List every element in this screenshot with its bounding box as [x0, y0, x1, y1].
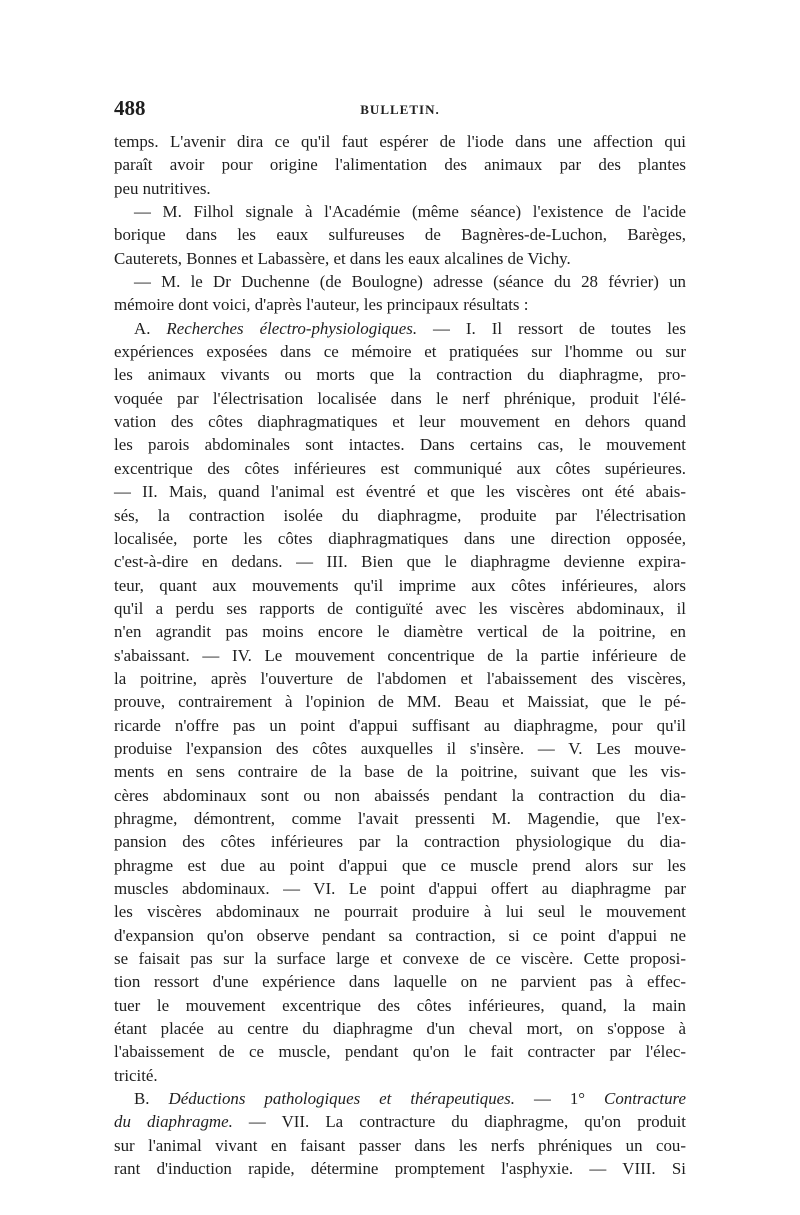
text-line: prouve, contrairement à l'opinion de MM. Beau et Maissiat, que le pé-	[114, 692, 686, 712]
text-line: cères abdominaux sont ou non abaissés pendant la contraction du dia-	[114, 785, 686, 805]
text-line: teur, quant aux mouvements qu'il imprime aux côtes inférieures, alors	[114, 575, 686, 595]
text-line: les parois abdominales sont intactes. Dans certains cas, le mouvement	[114, 435, 686, 455]
page-number: 488	[114, 96, 146, 120]
text-line: qu'il a perdu ses rapports de contiguïté avec les viscères abdominaux, il	[114, 598, 686, 618]
text-line: tuer le mouvement excentrique des côtes inférieures, quand, la main	[114, 995, 686, 1015]
text-line: excentrique des côtes inférieures est communiqué aux côtes supérieures.	[114, 458, 686, 478]
text-line: étant placée au centre du diaphragme d'un cheval mort, on s'oppose à	[114, 1019, 686, 1039]
text-line: s'abaissant. — IV. Le mouvement concentrique de la partie inférieure de	[114, 645, 686, 665]
text-line: du diaphragme. — VII. La contracture du diaphragme, qu'on produit	[114, 1112, 686, 1132]
text-line: d'expansion qu'on observe pendant sa contraction, si ce point d'appui ne	[114, 925, 686, 945]
text-line: se faisait pas sur la surface large et convexe de ce viscère. Cette proposi-	[114, 949, 686, 969]
text-line: les animaux vivants ou morts que la contraction du diaphragme, pro-	[114, 365, 686, 385]
text-line: ments en sens contraire de la base de la poitrine, suivant que les vis-	[114, 762, 686, 782]
text-line: mémoire dont voici, d'après l'auteur, les principaux résultats :	[114, 295, 529, 315]
text-line: localisée, porte les côtes diaphragmatiques dans une direction opposée,	[114, 528, 686, 548]
text-line: la poitrine, après l'ouverture de l'abdomen et l'abaissement des viscères,	[114, 668, 686, 688]
text-line: — M. Filhol signale à l'Académie (même séance) l'existence de l'acide	[134, 202, 686, 222]
text-line: peu nutritives.	[114, 178, 211, 198]
text-line: B. Déductions pathologiques et thérapeutiques. — 1° Contracture	[134, 1089, 686, 1109]
text-line: c'est-à-dire en dedans. — III. Bien que le diaphragme devienne expira-	[114, 552, 686, 572]
text-line: phragme, démontrent, comme l'avait pressenti M. Magendie, que l'ex-	[114, 808, 686, 828]
text-line: muscles abdominaux. — VI. Le point d'appui offert au diaphragme par	[114, 879, 686, 898]
text-line: voquée par l'électrisation localisée dans le nerf phrénique, produit l'élé-	[114, 388, 686, 408]
text-line: expériences exposées dans ce mémoire et pratiquées sur l'homme ou sur	[114, 342, 686, 362]
text-line: produise l'expansion des côtes auxquelles il s'insère. — V. Les mouve-	[114, 738, 686, 758]
page-header	[114, 96, 686, 130]
text-line: paraît avoir pour origine l'alimentation des animaux par des plantes	[114, 155, 686, 175]
text-line: tricité.	[114, 1065, 158, 1085]
text-line: vation des côtes diaphragmatiques et leur mouvement en dehors quand	[114, 412, 686, 432]
text-line: pansion des côtes inférieures par la contraction physiologique du dia-	[114, 832, 686, 852]
text-line: temps. L'avenir dira ce qu'il faut espérer de l'iode dans une affection qui	[114, 132, 686, 151]
book-page	[114, 96, 686, 1180]
text-line: borique dans les eaux sulfureuses de Bagnères-de-Luchon, Barèges,	[114, 225, 686, 245]
text-line: n'en agrandit pas moins encore le diamètre vertical de la poitrine, en	[114, 622, 686, 642]
text-line: rant d'induction rapide, détermine promptement l'asphyxie. — VIII. Si	[114, 1159, 686, 1179]
text-line: tion ressort d'une expérience dans laquelle on ne parvient pas à effec-	[114, 972, 686, 992]
text-line: sur l'animal vivant en faisant passer dans les nerfs phréniques un cou-	[114, 1135, 686, 1155]
body-text	[114, 130, 686, 1180]
text-line: l'abaissement de ce muscle, pendant qu'on le fait contracter par l'élec-	[114, 1042, 686, 1062]
text-line: — II. Mais, quand l'animal est éventré et que les viscères ont été abais-	[114, 482, 686, 502]
text-line: sés, la contraction isolée du diaphragme, produite par l'électrisation	[114, 505, 686, 525]
text-line: A. Recherches électro-physiologiques. — I. Il ressort de toutes les	[134, 318, 686, 338]
running-head: BULLETIN.	[360, 102, 440, 117]
text-line: les viscères abdominaux ne pourrait produire à lui seul le mouvement	[114, 902, 686, 922]
text-line: ricarde n'offre pas un point d'appui suffisant au diaphragme, pour qu'il	[114, 715, 686, 735]
text-line: Cauterets, Bonnes et Labassère, et dans les eaux alcalines de Vichy.	[114, 248, 571, 268]
text-line: — M. le Dr Duchenne (de Boulogne) adresse (séance du 28 février) un	[134, 272, 686, 292]
text-line: phragme est due au point d'appui que ce muscle prend alors sur les	[114, 855, 686, 875]
